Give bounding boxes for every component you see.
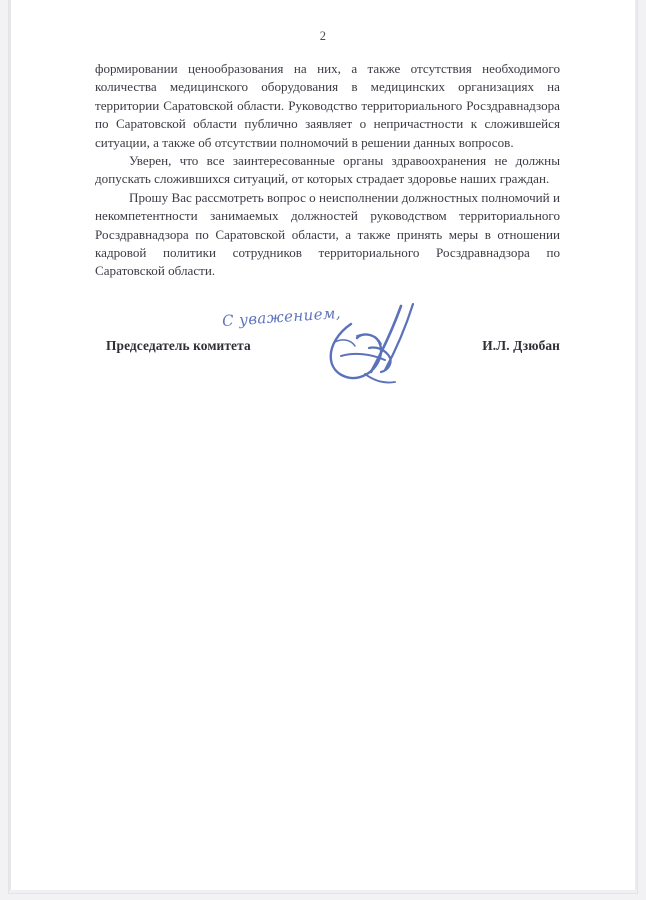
page-bottom-edge xyxy=(9,890,637,893)
body-paragraph-2: Уверен, что все заинтересованные органы здравоохранения не должны допускать сложившихся ситуаций, от которых страдает здоровье наших граждан. xyxy=(95,153,560,187)
document-page xyxy=(9,0,637,893)
handwritten-closing-text: С уважением, xyxy=(221,303,342,331)
body-paragraph-3: Прошу Вас рассмотреть вопрос о неисполнении должностных полномочий и некомпетентности занимаемых должностей руководством территориального Росздравнадзора по Саратовской области, а также принять меры в отношении кадровой политики сотрудников территориального Росздравнадзора по Саратовской области. xyxy=(95,189,560,279)
page-left-edge xyxy=(9,0,11,893)
signature-block xyxy=(95,303,560,390)
page-right-edge xyxy=(635,0,637,893)
signature-title: Председатель комитета xyxy=(106,338,251,353)
signature-name: И.Л. Дзюбан xyxy=(482,338,560,353)
page-number: 2 xyxy=(319,29,327,43)
document-body xyxy=(95,60,560,281)
body-paragraph-1: формировании ценообразования на них, а также отсутствия необходимого количества медицинского оборудования в медицинских организациях на территории Саратовской области. Руководство территориального Росздравнадзора по Саратовской области публично заявляет о непричастности к сложившейся ситуации, а также об отсутствии полномочий в решении данных вопросов. xyxy=(95,61,560,150)
